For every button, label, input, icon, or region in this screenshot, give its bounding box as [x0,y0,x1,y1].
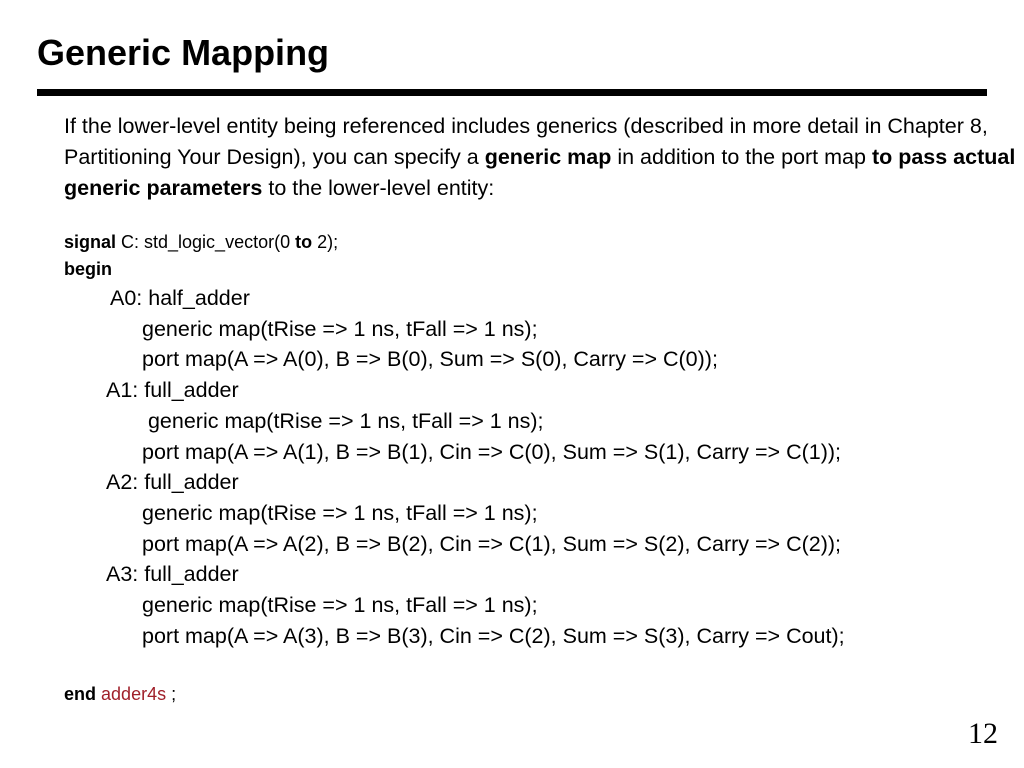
a2-port-map: port map(A => A(2), B => B(2), Cin => C(1), Sum => S(2), Carry => C(2)); [142,532,842,556]
intro-text-3: to the lower-level entity: [262,176,495,200]
intro-bold-generic-map: generic map [484,145,612,169]
a0-port-map: port map(A => A(0), B => B(0), Sum => S(0), Carry => C(0)); [142,347,718,371]
keyword-signal: signal [64,232,117,252]
a1-generic-map: generic map(tRise => 1 ns, tFall => 1 ns); [142,409,544,433]
a3-instance-label: A3: full_adder [106,562,239,586]
slide-title: Generic Mapping [37,32,330,73]
keyword-to: to [295,232,313,252]
a0-generic-map: generic map(tRise => 1 ns, tFall => 1 ns); [142,317,538,341]
keyword-begin: begin [64,259,112,279]
title-divider [37,89,987,96]
a1-instance-label: A1: full_adder [106,378,239,402]
intro-bold-pass-params: to pass actual generic parameters [64,145,1016,200]
page-number: 12 [968,717,998,750]
signal-declaration-text: C: std_logic_vector(0 [116,232,296,252]
intro-text-1: If the lower-level entity being referenced includes generics (described in more detail in Chapter 8, Partitioning Your Design), you can specify a [64,114,988,169]
intro-text-2: in addition to the port map [611,145,872,169]
signal-declaration-end: 2); [312,232,339,252]
a2-generic-map: generic map(tRise => 1 ns, tFall => 1 ns); [142,501,538,525]
code-line-end [64,682,176,706]
a0-instance-label: A0: half_adder [110,286,250,310]
a1-port-map: port map(A => A(1), B => B(1), Cin => C(0), Sum => S(1), Carry => C(1)); [142,440,842,464]
a3-port-map: port map(A => A(3), B => B(3), Cin => C(2), Sum => S(3), Carry => Cout); [142,624,845,648]
entity-name-adder4s: adder4s [101,684,167,704]
code-line-signal [64,230,338,254]
keyword-end: end [64,684,97,704]
intro-paragraph [64,111,1019,204]
a3-generic-map: generic map(tRise => 1 ns, tFall => 1 ns); [142,593,538,617]
title-divider-bar [37,89,987,96]
a2-instance-label: A2: full_adder [106,470,239,494]
end-semicolon: ; [166,684,177,704]
